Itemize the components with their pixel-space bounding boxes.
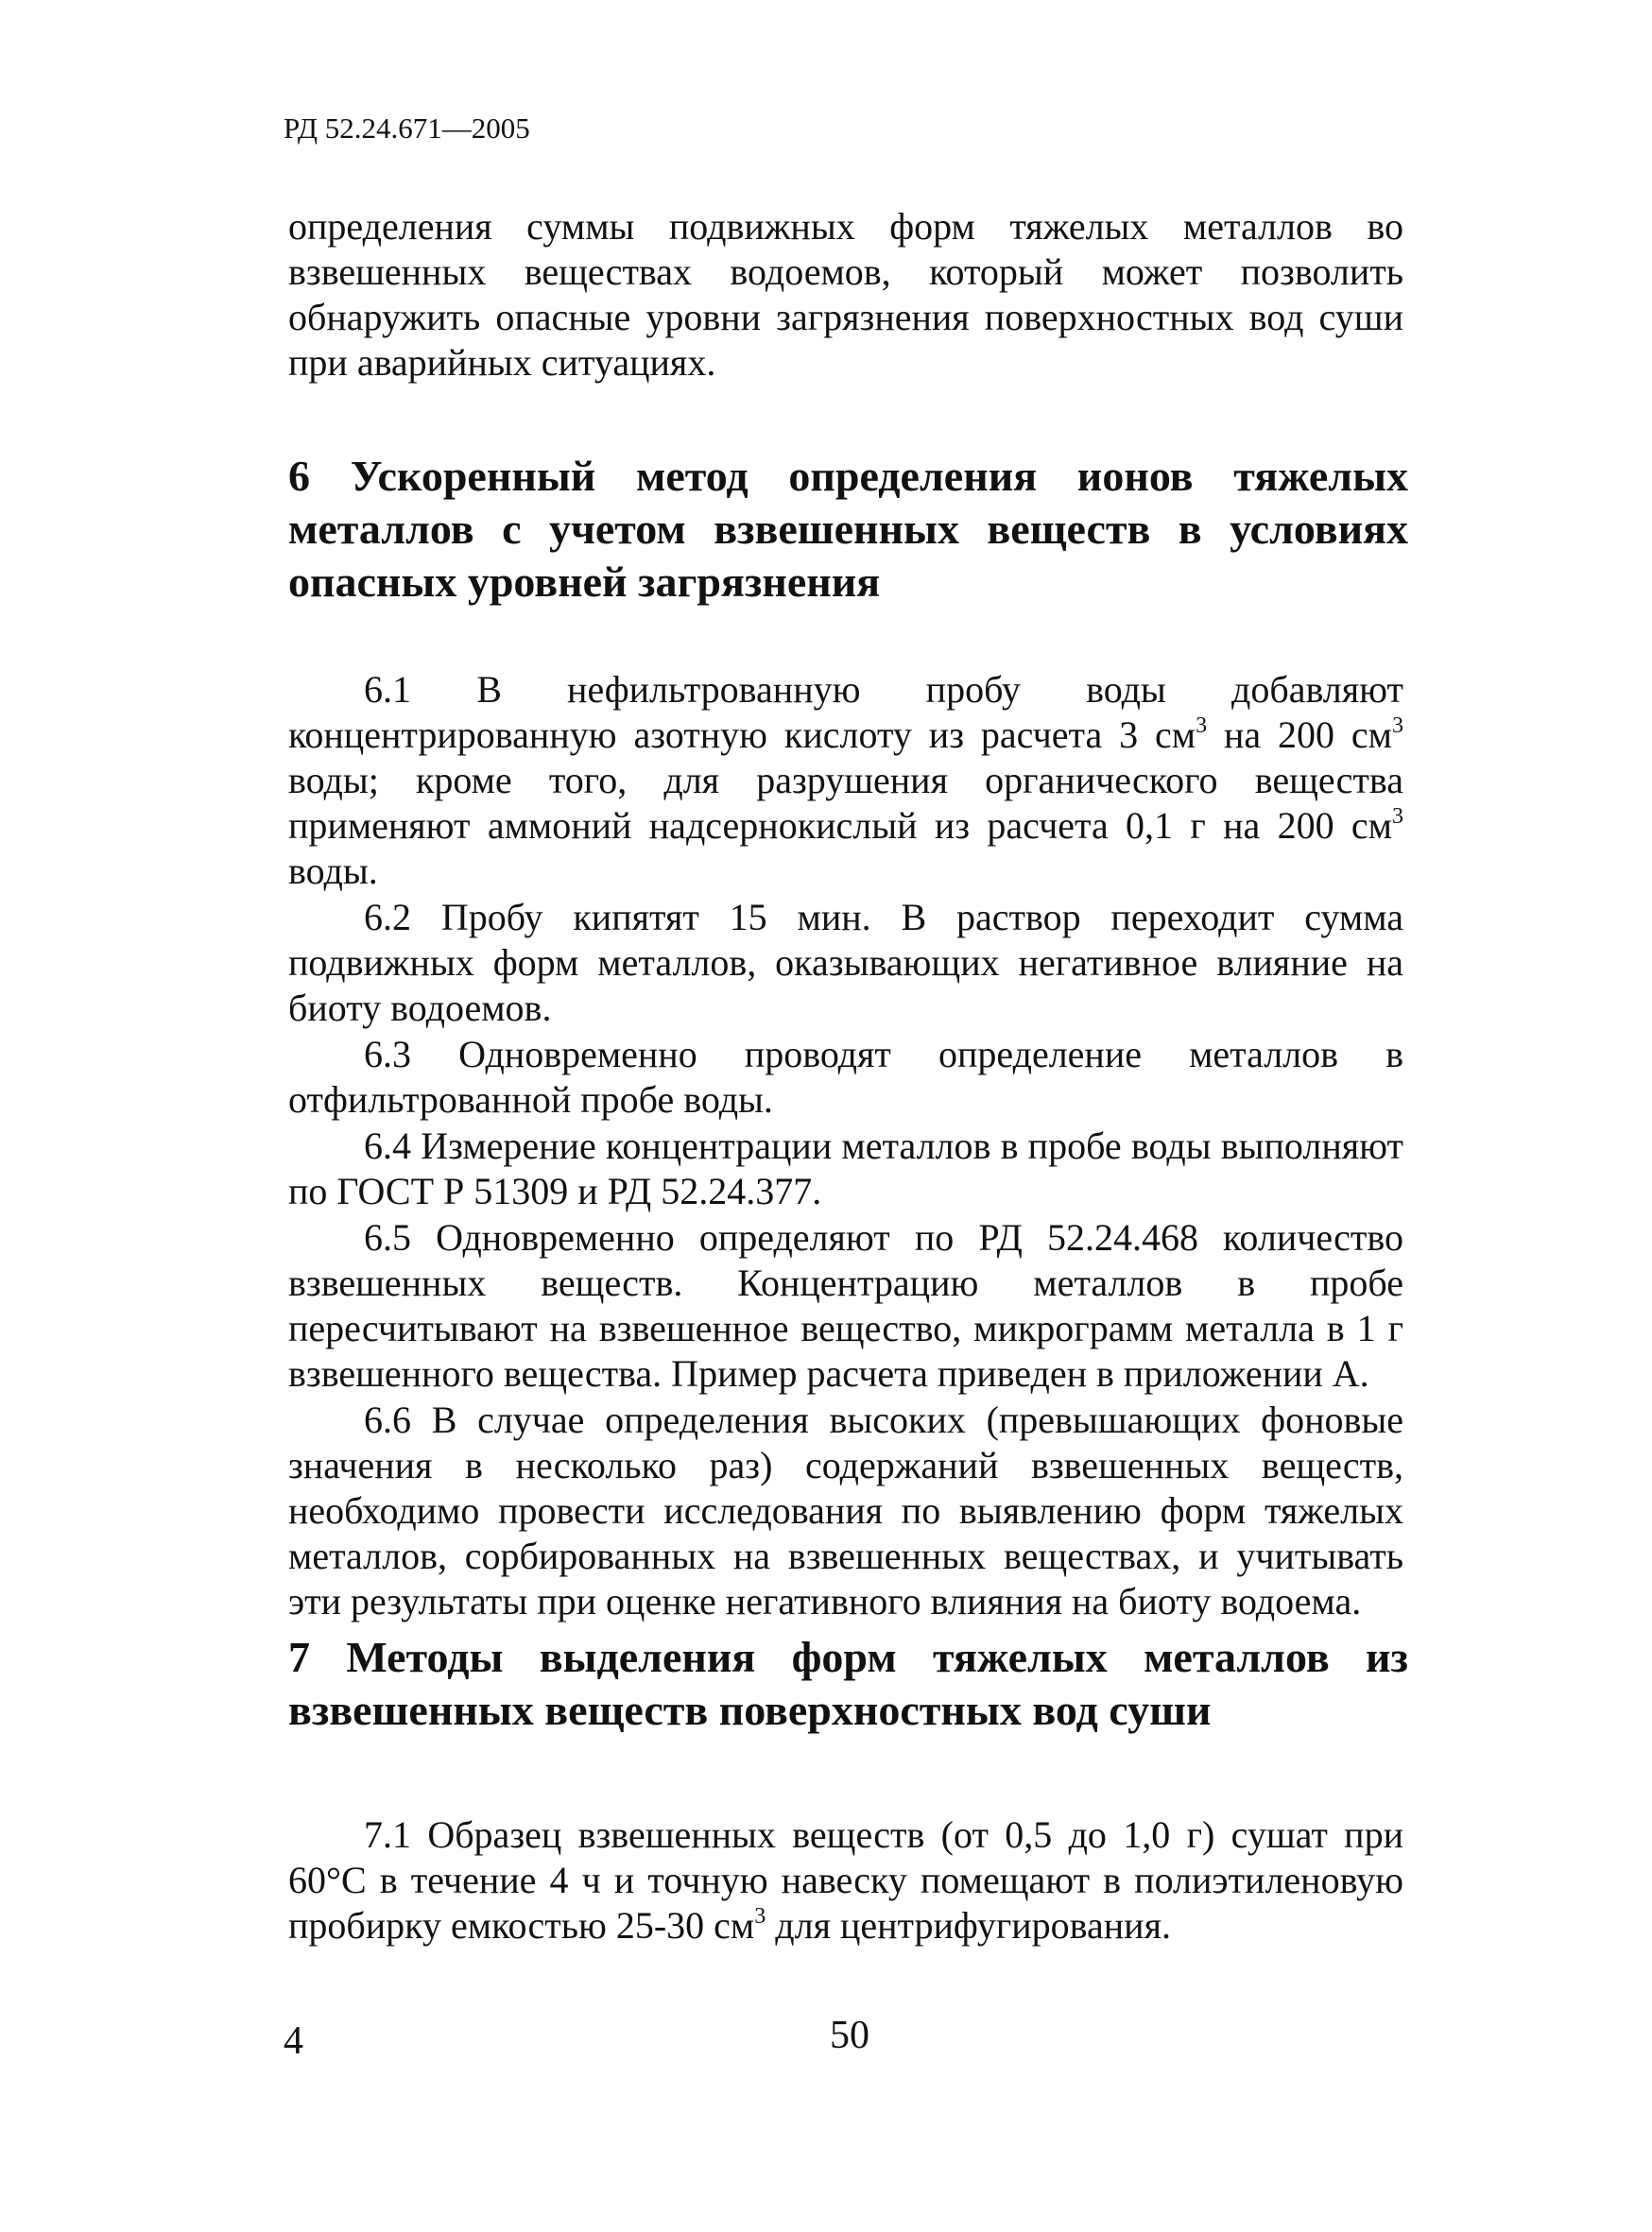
paragraph-6-1-part-a: 6.1 В нефильтрованную пробу воды добавляют концентрированную азотную кислоту из расчета 3 см xyxy=(288,668,1403,756)
intro-paragraph xyxy=(288,204,1403,386)
section-7-body xyxy=(288,1812,1403,1949)
paragraph-6-1 xyxy=(288,667,1403,894)
paragraph-6-4: 6.4 Измерение концентрации металлов в пробе воды выполняют по ГОСТ Р 51309 и РД 52.24.377. xyxy=(288,1125,1403,1212)
superscript: 3 xyxy=(1196,713,1208,738)
paragraph-6-1-part-c: воды; кроме того, для разрушения органического вещества применяют аммоний надсернокислый из расчета 0,1 г на 200 см xyxy=(288,759,1403,847)
paragraph-6-1-part-d: воды. xyxy=(288,850,378,892)
paragraph-6-1-part-b: на 200 см xyxy=(1207,713,1392,756)
section-7-heading: 7 Методы выделения форм тяжелых металлов из взвешенных веществ поверхностных вод суши xyxy=(288,1633,1408,1734)
paragraph-6-5: 6.5 Одновременно определяют по РД 52.24.468 количество взвешенных веществ. Концентрацию металлов в пробе пересчитывают на взвешенное вещество, микрограмм металла в 1 г взвешенного вещества. Пример расчета приведен в приложении А. xyxy=(288,1216,1403,1395)
superscript: 3 xyxy=(1392,804,1403,829)
superscript: 3 xyxy=(754,1904,766,1929)
page-number: 50 xyxy=(830,2014,869,2057)
paragraph-6-6: 6.6 В случае определения высоких (превышающих фоновые значения в несколько раз) содержаний взвешенных веществ, необходимо провести исследования по выявлению форм тяжелых металлов, сорбированных на взвешенных веществах, и учитывать эти результаты при оценке негативного влияния на биоту водоема. xyxy=(288,1399,1403,1622)
document-code: РД 52.24.671—2005 xyxy=(284,112,530,145)
section-6-heading: 6 Ускоренный метод определения ионов тяжелых металлов с учетом взвешенных веществ в условиях опасных уровней загрязнения xyxy=(288,452,1408,606)
paragraph-7-1 xyxy=(288,1812,1403,1949)
paragraph-7-1-part-a: 7.1 Образец взвешенных веществ (от 0,5 до 1,0 г) сушат при 60°С в течение 4 ч и точную навеску помещают в полиэтиленовую пробирку емкостью 25-30 см xyxy=(288,1813,1403,1947)
footer-left-number: 4 xyxy=(284,2019,303,2063)
paragraph-6-3: 6.3 Одновременно проводят определение металлов в отфильтрованной пробе воды. xyxy=(288,1033,1403,1121)
paragraph-6-2: 6.2 Пробу кипятят 15 мин. В раствор переходит сумма подвижных форм металлов, оказывающих негативное влияние на биоту водоемов. xyxy=(288,896,1403,1029)
superscript: 3 xyxy=(1391,713,1403,738)
intro-text: определения суммы подвижных форм тяжелых металлов во взвешенных веществах водоемов, который может позволить обнаружить опасные уровни загрязнения поверхностных вод суши при аварийных ситуациях. xyxy=(288,205,1403,384)
paragraph-7-1-part-b: для центрифугирования. xyxy=(766,1904,1171,1947)
section-6-body xyxy=(288,667,1403,1624)
